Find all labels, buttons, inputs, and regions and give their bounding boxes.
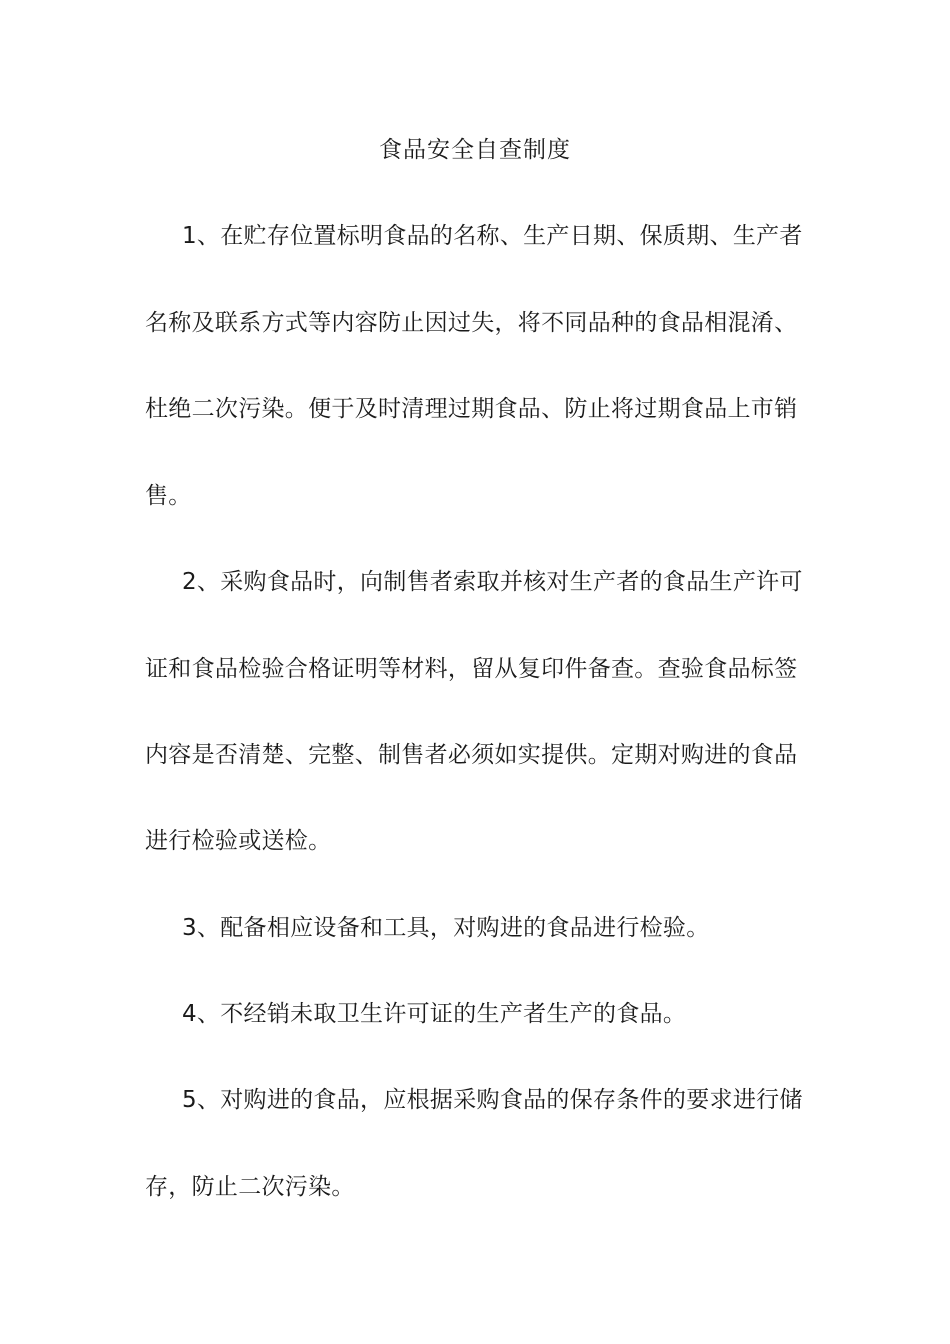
paragraph-4-line-1: 4、不经销未取卫生许可证的生产者生产的食品。 [182, 1001, 687, 1027]
paragraph-2-line-3: 内容是否清楚、完整、制售者必须如实提供。定期对购进的食品 [145, 742, 798, 768]
paragraph-3-line-1: 3、配备相应设备和工具，对购进的食品进行检验。 [182, 915, 710, 941]
paragraph-5-line-1: 5、对购进的食品，应根据采购食品的保存条件的要求进行储 [182, 1087, 803, 1113]
paragraph-1-line-3: 杜绝二次污染。便于及时清理过期食品、防止将过期食品上市销 [145, 396, 798, 422]
paragraph-1-line-1: 1、在贮存位置标明食品的名称、生产日期、保质期、生产者 [182, 223, 803, 249]
document-title: 食品安全自查制度 [379, 137, 571, 163]
paragraph-1-line-4: 售。 [145, 483, 192, 509]
paragraph-5-line-2: 存，防止二次污染。 [145, 1174, 355, 1200]
paragraph-2-line-2: 证和食品检验合格证明等材料，留从复印件备查。查验食品标签 [145, 656, 798, 682]
paragraph-1-line-2: 名称及联系方式等内容防止因过失，将不同品种的食品相混淆、 [145, 310, 798, 336]
paragraph-2-line-1: 2、采购食品时，向制售者索取并核对生产者的食品生产许可 [182, 569, 803, 595]
paragraph-2-line-4: 进行检验或送检。 [145, 828, 332, 854]
